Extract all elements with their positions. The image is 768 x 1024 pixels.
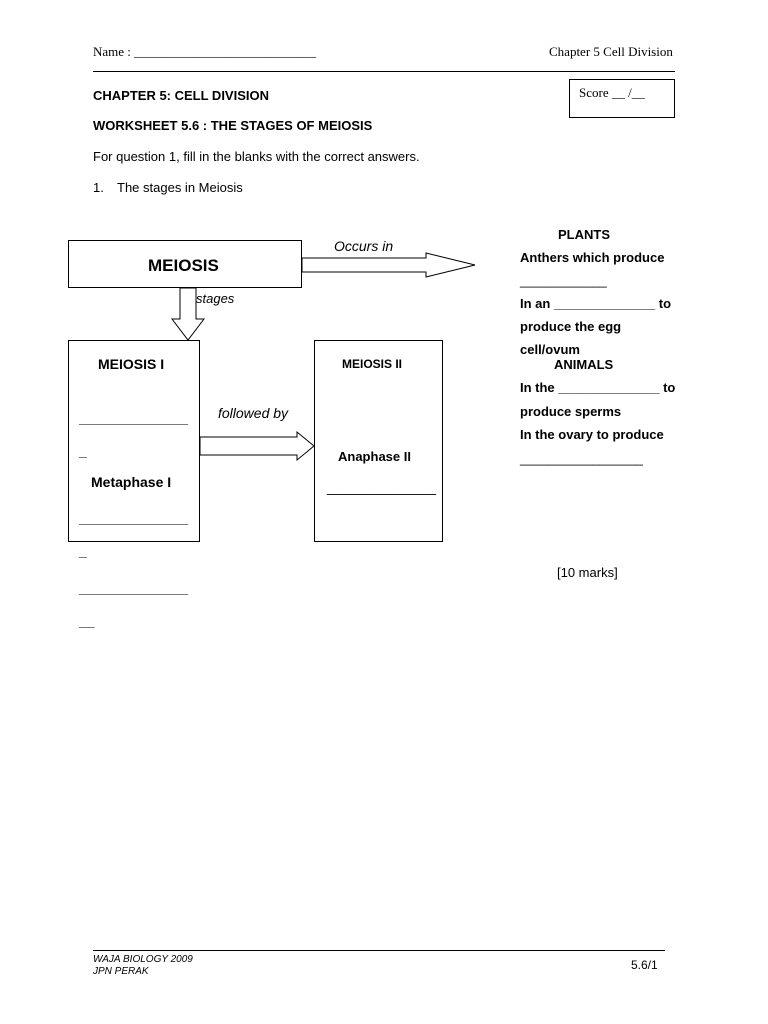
instructions-text: For question 1, fill in the blanks with the correct answers. — [93, 149, 420, 164]
worksheet-title: WORKSHEET 5.6 : THE STAGES OF MEIOSIS — [93, 118, 373, 133]
meiosis1-blank-3[interactable]: ______________ — [79, 580, 189, 596]
meiosis-box — [68, 240, 302, 288]
meiosis1-blank-1[interactable]: ______________ — [79, 410, 189, 426]
meiosis2-title: MEIOSIS II — [342, 357, 403, 371]
meiosis1-title: MEIOSIS I — [98, 356, 165, 372]
meiosis2-blank[interactable]: ______________ — [327, 479, 437, 495]
plants-heading: PLANTS — [558, 227, 610, 242]
meiosis1-blank-2[interactable]: ______________ — [79, 510, 189, 526]
stages-label: stages — [196, 291, 235, 306]
question-number: 1. — [93, 180, 104, 195]
in-ovary-text: In the ovary to produce — [520, 427, 664, 442]
in-the-text: In the ______________ to — [520, 380, 676, 395]
occurs-in-label: Occurs in — [334, 238, 394, 254]
name-field-label: Name : ____________________________ — [93, 44, 317, 59]
ovary-blank[interactable]: _________________ — [520, 451, 643, 466]
page-number: 5.6/1 — [631, 958, 658, 972]
meiosis1-dash-3: __ — [79, 613, 95, 629]
occurs-in-arrow — [302, 253, 475, 277]
footer-divider — [93, 950, 665, 951]
footer-line-1: WAJA BIOLOGY 2009 — [93, 954, 193, 965]
followed-by-arrow — [200, 432, 314, 460]
in-an-text: In an ______________ to — [520, 296, 672, 311]
chapter-reference: Chapter 5 Cell Division — [549, 44, 673, 59]
anthers-text: Anthers which produce — [520, 250, 665, 265]
footer-line-2: JPN PERAK — [93, 966, 149, 977]
produce-sperms-text: produce sperms — [520, 404, 622, 419]
meiosis1-dash-2: _ — [79, 543, 87, 559]
cell-ovum-text: cell/ovum — [520, 342, 580, 357]
produce-egg-text: produce the egg — [520, 319, 622, 334]
anaphase-label: Anaphase II — [338, 449, 411, 464]
anthers-blank[interactable]: ____________ — [520, 273, 607, 288]
chapter-title: CHAPTER 5: CELL DIVISION — [93, 88, 270, 103]
metaphase-label: Metaphase I — [91, 474, 172, 490]
animals-heading: ANIMALS — [554, 357, 614, 372]
meiosis1-dash-1: _ — [79, 443, 87, 459]
meiosis2-box — [314, 340, 443, 542]
meiosis-label: MEIOSIS — [148, 256, 219, 275]
followed-by-label: followed by — [218, 405, 289, 421]
question-text: The stages in Meiosis — [117, 180, 243, 195]
marks-label: [10 marks] — [557, 565, 618, 580]
score-label: Score __ /__ — [579, 85, 645, 100]
